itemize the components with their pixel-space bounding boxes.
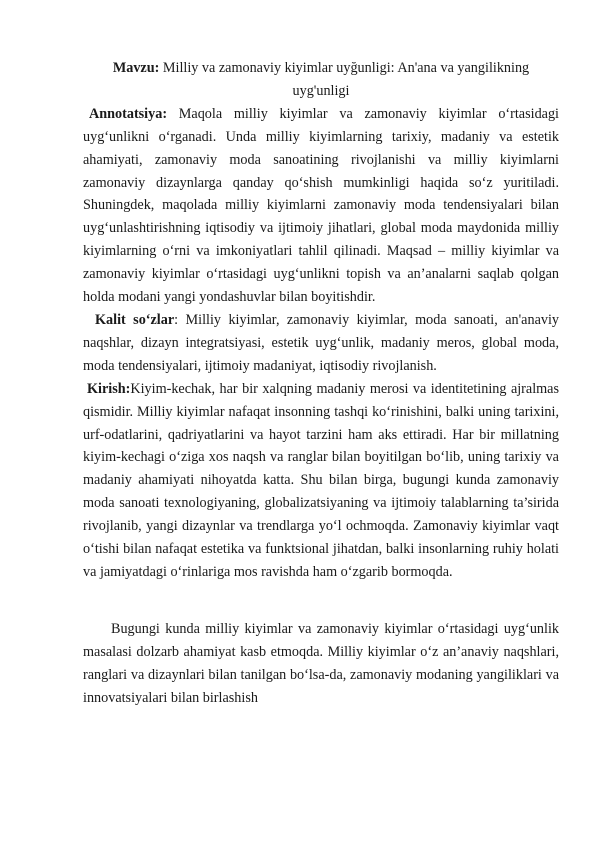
title-lead: Mavzu:	[112, 60, 160, 76]
abstract-lead: Annotatsiya:	[89, 105, 168, 122]
abstract-text: Maqola milliy kiyimlar va zamonaviy kiyimlar o‘rtasidagi uyg‘unlikni o‘rganadi. Unda milliy kiyimlarning tarixiy, madaniy va estetik ahamiyati, zamonaviy moda sanoatining rivojlanishi va milliy kiyimlarni zamonaviy dizaynlarga qanday qo‘shish mumkinligi haqida so‘z yuritiladi. Shuningdek, maqolada milliy kiyimlarni zamonaviy moda tendensiyalari bilan uyg‘unlashtirishning iqtisodiy va ijtimoiy jihatlari, global moda maydonida milliy kiyimlarning o‘rni va imkoniyatlari tahlil qilinadi. Maqsad – milliy kiyimlar va zamonaviy kiyimlar o‘rtasidagi uyg‘unlikni topish va an’analarni saqlab qolgan holda modani yangi yondashuvlar bilan boyitishdir.	[83, 105, 559, 306]
abstract-paragraph	[83, 103, 559, 309]
keywords-lead: Kalit so‘zlar	[95, 311, 175, 328]
article-title	[83, 57, 559, 103]
document-page	[83, 57, 559, 709]
intro-text: Kiyim-kechak, har bir xalqning madaniy merosi va identitetining ajralmas qismidir. Milliy kiyimlar nafaqat insonning tashqi ko‘rinishini, balki uning tarixini, urf-odatlarini, qadriyatlarini va hayot tarzini ham aks ettiradi. Har bir millatning kiyim-kechagi o‘ziga xos naqsh va ranglar bilan boyitilgan bo‘lib, uning tarixiy va madaniy ahamiyati nihoyatda katta. Shu bilan birga, bugungi kunda zamonaviy moda sanoati texnologiyaning, globalizatsiyaning va ijtimoiy talablarning ta’sirida rivojlanib, yangi dizaynlar va trendlarga yo‘l ochmoqda. Zamonaviy kiyimlar vaqt o‘tishi bilan nafaqat estetika va funktsional jihatdan, balki insonlarning ruhiy holati va jamiyatdagi o‘rinlariga mos ravishda ham o‘zgarib bormoqda.	[83, 380, 559, 580]
intro-lead: Kirish:	[87, 380, 131, 397]
body-paragraph: Bugungi kunda milliy kiyimlar va zamonaviy kiyimlar o‘rtasidagi uyg‘unlik masalasi dolzarb ahamiyat kasb etmoqda. Milliy kiyimlar o‘z an’anaviy naqshlari, ranglari va dizaynlari bilan tanilgan bo‘lsa-da, zamonaviy modaning yangiliklari va innovatsiyalari bilan birlashish	[83, 620, 559, 706]
intro-paragraph	[83, 378, 559, 584]
keywords-paragraph	[83, 309, 559, 378]
title-text: Milliy va zamonaviy kiyimlar uyğunligi: An'ana va yangilikning uyg'unligi	[159, 60, 530, 99]
keywords-text: : Milliy kiyimlar, zamonaviy kiyimlar, moda sanoati, an'anaviy naqshlar, dizayn integratsiyasi, estetik uyg‘unlik, madaniy meros, global moda, moda tendensiyalari, ijtimoiy madaniyat, iqtisodiy rivojlanish.	[83, 311, 559, 374]
